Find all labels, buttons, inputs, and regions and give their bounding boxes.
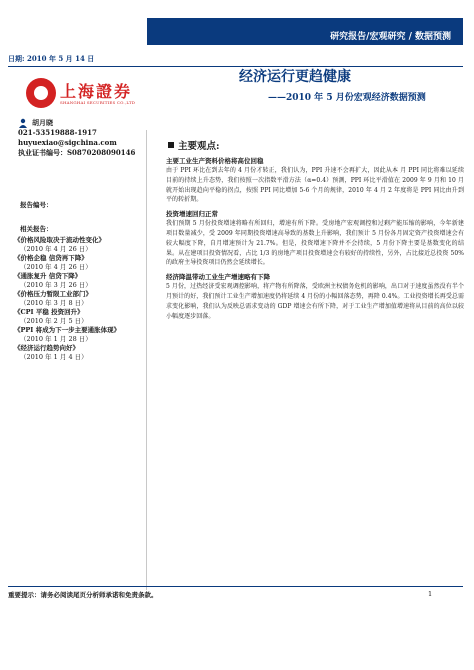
related-report-date: （2010 年 2 月 5 日） [20,316,88,325]
section-body: 由于 PPI 环比在到去年的 4 月份才转正，我们认为，PPI 升速不会再扩大，因此从本 月 PPI 同比将难以延续目前的持续上升态势，我们按照一次指数平滑方法（α=0.4）预测，PPI 环比平滑值在 2009 年 9 月和 10 月就开始出现趋向平稳的拐点，按照 PPI 同比增加 5-6 个月的规律，2010 年 4 月 2 年度将是 PPI 同比由升到平的转折期。 [166,167,464,204]
related-report-date: （2010 年 4 月 26 日） [20,262,92,271]
report-rating-label: 报告编号： [20,201,53,209]
company-logo [26,78,136,110]
related-report-title: 《PPI 将成为下一步主要通胀体现》 [14,326,121,334]
list-item[interactable] [14,344,146,361]
list-item[interactable] [14,254,146,271]
header-band: 研究报告/宏观研究 / 数据预测 [147,29,463,45]
analyst-name: 胡月晓 [32,118,53,127]
section-title: 投资增速回归正常 [166,210,218,219]
related-report-title: 《价格压力暂限工业部门》 [14,290,92,298]
main-content [166,138,464,325]
column-divider [146,130,147,590]
related-report-title: 《CPI 平稳 投资回升》 [14,308,84,316]
report-subtitle: ——2010 年 5 月份宏观经济数据预测 [268,93,426,103]
logo-name-en: SHANGHAI SECURITIES CO.,LTD [60,100,136,105]
related-report-date: （2010 年 3 月 26 日） [20,280,92,289]
related-reports-list [14,236,146,362]
analyst-info [18,118,158,158]
footer-divider [8,586,463,587]
list-item[interactable] [14,236,146,253]
list-item[interactable] [14,272,146,289]
section-body: 5 月份，过热经济受宏观调控影响，将产物有所降落，受欧洲主权债务危机的影响，出口对于速度虽然没有半个月预计的好，我们预计工业生产增加速度仍将延续 4 月份的小幅回落态势，再降 0.4%。工业投资增长再受总需求变化影响，我们认为反映总需求变动的 GDP 增速会有所下降，对于工业生产增加值增速将从目前的高位以较小幅度逐步回落。 [166,283,464,320]
related-report-date: （2010 年 4 月 26 日） [20,244,92,253]
list-item[interactable] [14,308,146,325]
section-title: 主要工业生产资料价格将高位回稳 [166,157,264,165]
report-title: 经济运行更趋健康 [239,69,351,85]
related-reports-title: 相关报告： [20,225,53,233]
related-report-title: 《价格企稳 信贷再下降》 [14,254,88,262]
logo-emblem-icon [26,78,56,108]
related-report-date: （2010 年 1 月 28 日） [20,334,92,343]
analyst-tel: 021-53519888-1917 [18,128,97,137]
list-item[interactable] [14,326,146,343]
content-section [166,272,464,321]
related-report-date: （2010 年 1 月 4 日） [20,352,88,361]
logo-name-cn: 上海證券 [60,82,133,101]
footer-notice: 重要提示：请务必阅读尾页分析师承诺和免责条款。 [8,591,158,599]
section-body: 我们预期 5 月份投资增速将略有所回归，增速有所下降。受房地产宏观调控和过剩产能压缩的影响，今年新建项目数量减少，受 2009 年同期投资增速高导致的基数上升影响，我们预计 5 月份各月固定资产投资增速会有较大幅度下降，自月增速预计为 21.7%。但是，投资增速下降并不会持续，5 月份下降主要是基数变化的结果。从在建项目投资情况看，占比 1/3 的房地产项目投资增速会有较好的持续性，另外，占比接近总投资 50% 的政府主导投资项目仍然会延续增长。 [166,220,464,267]
person-icon [18,118,28,128]
header-divider [8,66,463,67]
page-number: 1 [428,590,433,598]
content-section [166,156,464,205]
analyst-license: 执业证书编号：S0870208090146 [18,148,136,157]
related-report-date: （2010 年 3 月 8 日） [20,298,88,307]
related-report-title: 《通胀复升 信贷下降》 [14,272,82,280]
related-report-title: 《价格风险取决于流动性变化》 [14,236,105,244]
related-report-title: 《经济运行趋势向好》 [14,344,79,352]
list-item[interactable] [14,290,146,307]
analyst-email[interactable]: huyuexiao@sigchina.com [18,138,117,147]
key-points-label: 主要观点: [178,141,220,152]
content-section [166,209,464,268]
square-bullet-icon [168,142,174,148]
report-date: 日期: 2010 年 5 月 14 日 [8,54,95,63]
section-title: 经济降温带动工业生产增速略有下降 [166,273,270,282]
key-points-heading [166,138,464,152]
